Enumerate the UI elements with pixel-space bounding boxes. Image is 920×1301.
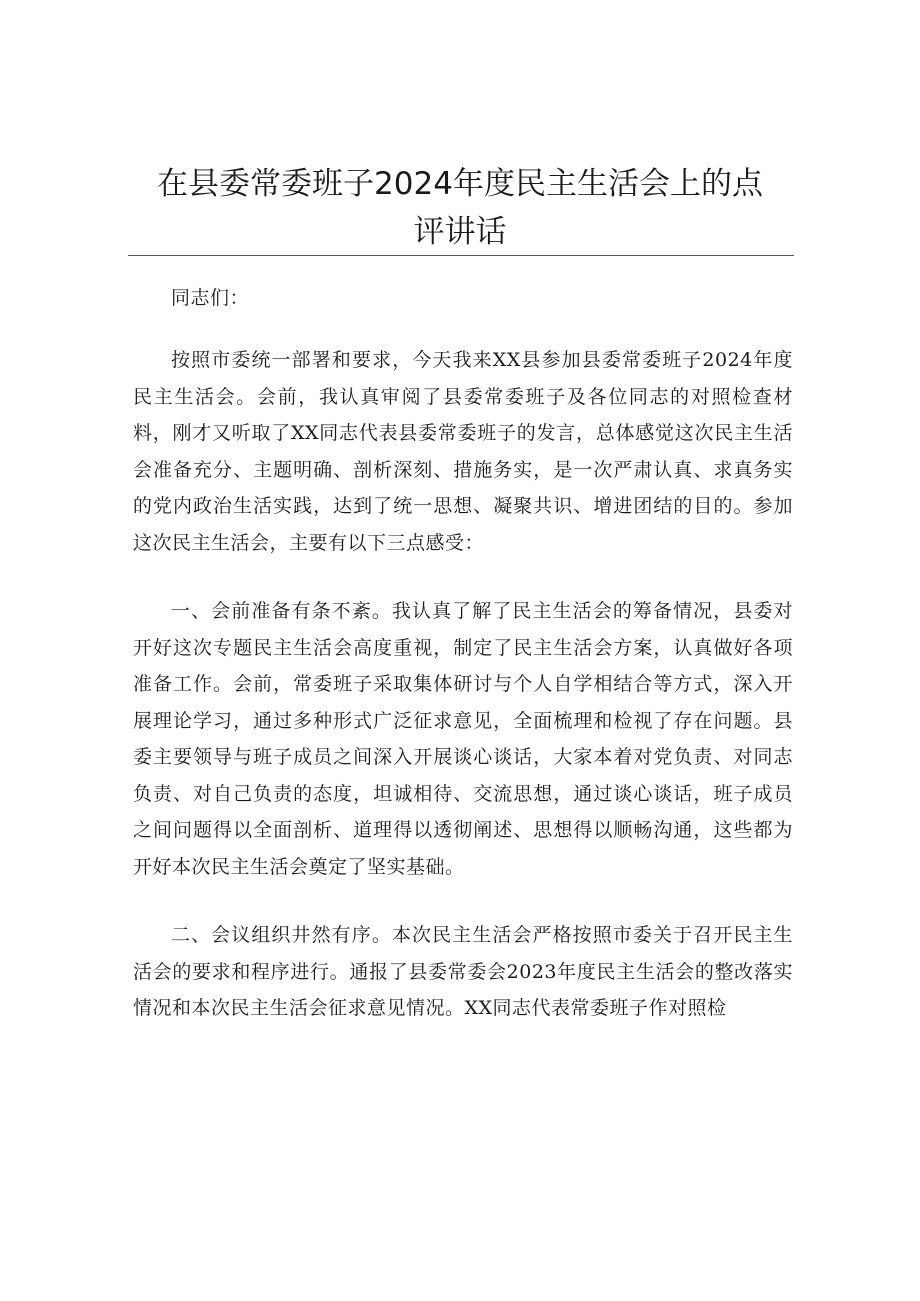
title-line-2: 评讲话 xyxy=(413,214,507,250)
document-body xyxy=(133,272,793,1027)
paragraph-point-one: 一、会前准备有条不紊。我认真了解了民主生活会的筹备情况，县委对开好这次专题民主生活会高度重视，制定了民主生活会方案，认真做好各项准备工作。会前，常委班子采取集体研讨与个人自学相结合等方式，深入开展理论学习，通过多种形式广泛征求意见，全面梳理和检视了存在问题。县委主要领导与班子成员之间深入开展谈心谈话，大家本着对党负责、对同志负责、对自己负责的态度，坦诚相待、交流思想，通过谈心谈话，班子成员之间问题得以全面剖析、道理得以透彻阐述、思想得以顺畅沟通，这些都为开好本次民主生活会奠定了坚实基础。 xyxy=(133,600,793,878)
greeting: 同志们： xyxy=(171,287,250,309)
title-line-1: 在县委常委班子2024年度民主生活会上的点 xyxy=(157,166,763,202)
paragraph-point-two: 二、会议组织井然有序。本次民主生活会严格按照市委关于召开民主生活会的要求和程序进行。通报了县委常委会2023年度民主生活会的整改落实情况和本次民主生活会征求意见情况。XX同志代表常委班子作对照检 xyxy=(133,924,793,1019)
document-title xyxy=(128,160,792,256)
paragraph-intro: 按照市委统一部署和要求，今天我来XX县参加县委常委班子2024年度民主生活会。会前，我认真审阅了县委常委班子及各位同志的对照检查材料，刚才又听取了XX同志代表县委常委班子的发言，总体感觉这次民主生活会准备充分、主题明确、剖析深刻、措施务实，是一次严肃认真、求真务实的党内政治生活实践，达到了统一思想、凝聚共识、增进团结的目的。参加这次民主生活会，主要有以下三点感受： xyxy=(133,349,793,554)
title-divider xyxy=(128,255,794,256)
